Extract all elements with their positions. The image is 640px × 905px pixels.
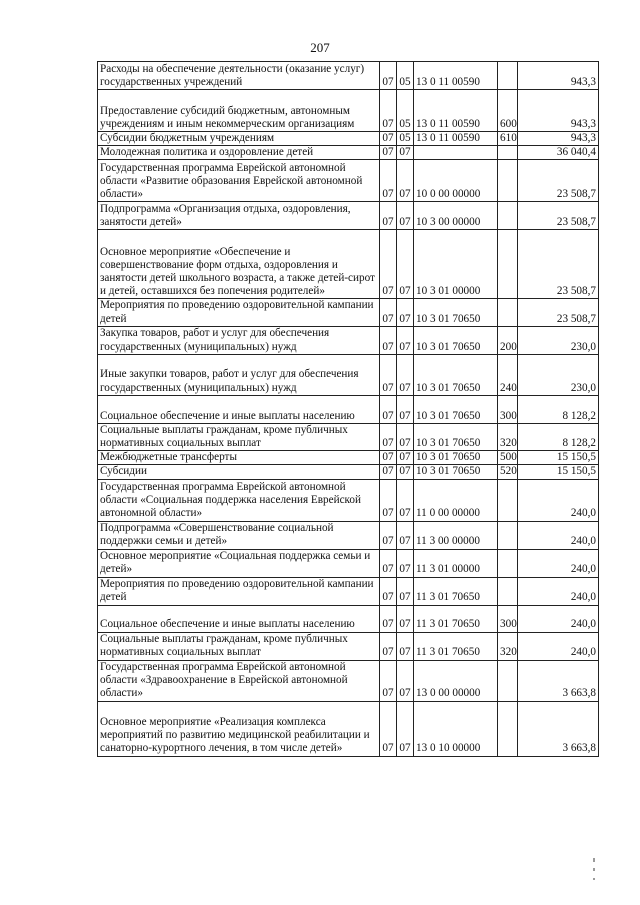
row-vr-cell — [498, 479, 518, 521]
row-vr-cell — [498, 230, 518, 299]
row-name-cell: Основное мероприятие «Социальная поддержка семьи и детей» — [98, 549, 380, 577]
row-amount-cell: 240,0 — [518, 605, 599, 632]
row-rz-cell: 07 — [380, 202, 397, 230]
row-amount-cell: 943,3 — [518, 90, 599, 132]
row-csr-cell: 10 3 00 00000 — [414, 202, 498, 230]
row-amount-cell: 15 150,5 — [518, 451, 599, 465]
table-row — [98, 605, 599, 632]
row-csr-cell: 10 3 01 00000 — [414, 230, 498, 299]
row-vr-cell: 320 — [498, 423, 518, 450]
row-rz-cell: 07 — [380, 660, 397, 701]
table-row — [98, 465, 599, 479]
row-name-cell: Основное мероприятие «Обеспечение и совершенствование форм отдыха, оздоровления и занятости детей школьного возраста, а также детей-сирот и детей, оставшихся без попечения родителей» — [98, 230, 380, 299]
row-csr-cell: 10 3 01 70650 — [414, 354, 498, 395]
row-amount-cell: 36 040,4 — [518, 146, 599, 160]
table-row — [98, 202, 599, 230]
row-pr-cell: 05 — [397, 62, 414, 90]
table-row — [98, 146, 599, 160]
table-row — [98, 660, 599, 701]
row-csr-cell: 13 0 11 00590 — [414, 90, 498, 132]
row-vr-cell: 300 — [498, 605, 518, 632]
row-rz-cell: 07 — [380, 230, 397, 299]
row-pr-cell: 07 — [397, 230, 414, 299]
row-csr-cell: 10 3 01 70650 — [414, 451, 498, 465]
row-name-cell: Социальное обеспечение и иные выплаты населению — [98, 395, 380, 423]
row-amount-cell: 23 508,7 — [518, 230, 599, 299]
row-name-cell: Закупка товаров, работ и услуг для обеспечения государственных (муниципальных) нужд — [98, 326, 380, 354]
row-csr-cell: 11 3 01 70650 — [414, 632, 498, 660]
scan-mark — [593, 858, 595, 862]
row-vr-cell — [498, 160, 518, 202]
row-pr-cell: 07 — [397, 577, 414, 605]
row-csr-cell: 10 3 01 70650 — [414, 423, 498, 450]
row-amount-cell: 3 663,8 — [518, 701, 599, 756]
table-row — [98, 90, 599, 132]
table-row — [98, 423, 599, 450]
row-amount-cell: 8 128,2 — [518, 395, 599, 423]
row-vr-cell — [498, 660, 518, 701]
row-pr-cell: 07 — [397, 660, 414, 701]
row-csr-cell: 10 3 01 70650 — [414, 326, 498, 354]
row-amount-cell: 23 508,7 — [518, 299, 599, 326]
row-pr-cell: 07 — [397, 632, 414, 660]
row-amount-cell: 240,0 — [518, 521, 599, 549]
row-name-cell: Государственная программа Еврейской автономной области «Социальная поддержка населения Еврейской автономной области» — [98, 479, 380, 521]
row-amount-cell: 943,3 — [518, 62, 599, 90]
row-pr-cell: 07 — [397, 521, 414, 549]
row-amount-cell: 23 508,7 — [518, 160, 599, 202]
row-csr-cell: 11 3 01 70650 — [414, 577, 498, 605]
row-csr-cell: 10 3 01 70650 — [414, 465, 498, 479]
row-rz-cell: 07 — [380, 160, 397, 202]
table-row — [98, 132, 599, 146]
row-csr-cell: 13 0 11 00590 — [414, 62, 498, 90]
row-vr-cell — [498, 521, 518, 549]
row-name-cell: Мероприятия по проведению оздоровительной кампании детей — [98, 299, 380, 326]
row-pr-cell: 07 — [397, 465, 414, 479]
row-pr-cell: 07 — [397, 326, 414, 354]
row-rz-cell: 07 — [380, 632, 397, 660]
row-rz-cell: 07 — [380, 326, 397, 354]
row-name-cell: Мероприятия по проведению оздоровительной кампании детей — [98, 577, 380, 605]
row-csr-cell: 10 3 01 70650 — [414, 299, 498, 326]
budget-table-body — [98, 62, 599, 757]
row-pr-cell: 07 — [397, 479, 414, 521]
row-vr-cell — [498, 146, 518, 160]
row-vr-cell: 500 — [498, 451, 518, 465]
row-csr-cell: 13 0 00 00000 — [414, 660, 498, 701]
row-vr-cell — [498, 202, 518, 230]
row-csr-cell — [414, 146, 498, 160]
row-pr-cell: 07 — [397, 160, 414, 202]
row-csr-cell: 11 3 00 00000 — [414, 521, 498, 549]
row-pr-cell: 07 — [397, 395, 414, 423]
table-row — [98, 479, 599, 521]
row-pr-cell: 07 — [397, 451, 414, 465]
row-vr-cell — [498, 299, 518, 326]
row-name-cell: Субсидии бюджетным учреждениям — [98, 132, 380, 146]
row-csr-cell: 11 3 01 00000 — [414, 549, 498, 577]
row-pr-cell: 05 — [397, 132, 414, 146]
row-vr-cell: 300 — [498, 395, 518, 423]
row-rz-cell: 07 — [380, 299, 397, 326]
row-name-cell: Социальные выплаты гражданам, кроме публичных нормативных социальных выплат — [98, 423, 380, 450]
table-row — [98, 230, 599, 299]
row-pr-cell: 07 — [397, 423, 414, 450]
table-row — [98, 160, 599, 202]
row-vr-cell: 240 — [498, 354, 518, 395]
table-row — [98, 549, 599, 577]
row-rz-cell: 07 — [380, 521, 397, 549]
row-csr-cell: 10 0 00 00000 — [414, 160, 498, 202]
table-row — [98, 451, 599, 465]
scan-mark — [593, 878, 595, 880]
row-name-cell: Субсидии — [98, 465, 380, 479]
row-rz-cell: 07 — [380, 451, 397, 465]
row-vr-cell: 320 — [498, 632, 518, 660]
row-pr-cell: 07 — [397, 605, 414, 632]
row-amount-cell: 240,0 — [518, 479, 599, 521]
row-vr-cell: 520 — [498, 465, 518, 479]
row-rz-cell: 07 — [380, 423, 397, 450]
row-pr-cell: 07 — [397, 549, 414, 577]
row-amount-cell: 3 663,8 — [518, 660, 599, 701]
table-row — [98, 326, 599, 354]
row-vr-cell — [498, 701, 518, 756]
table-row — [98, 632, 599, 660]
row-amount-cell: 15 150,5 — [518, 465, 599, 479]
row-rz-cell: 07 — [380, 605, 397, 632]
row-rz-cell: 07 — [380, 354, 397, 395]
row-vr-cell: 600 — [498, 90, 518, 132]
row-csr-cell: 11 0 00 00000 — [414, 479, 498, 521]
row-csr-cell: 13 0 10 00000 — [414, 701, 498, 756]
row-rz-cell: 07 — [380, 90, 397, 132]
row-amount-cell: 8 128,2 — [518, 423, 599, 450]
row-amount-cell: 240,0 — [518, 549, 599, 577]
row-pr-cell: 07 — [397, 354, 414, 395]
row-vr-cell — [498, 549, 518, 577]
row-name-cell: Межбюджетные трансферты — [98, 451, 380, 465]
table-row — [98, 354, 599, 395]
row-rz-cell: 07 — [380, 479, 397, 521]
row-pr-cell: 07 — [397, 299, 414, 326]
row-rz-cell: 07 — [380, 701, 397, 756]
page-number: 207 — [310, 40, 330, 55]
row-pr-cell: 07 — [397, 701, 414, 756]
row-pr-cell: 07 — [397, 202, 414, 230]
row-name-cell: Государственная программа Еврейской автономной области «Развитие образования Еврейской автономной области» — [98, 160, 380, 202]
row-amount-cell: 230,0 — [518, 354, 599, 395]
table-row — [98, 521, 599, 549]
row-name-cell: Основное мероприятие «Реализация комплекса мероприятий по развитию медицинской реабилитации и санаторно-курортного лечения, в том числе детей» — [98, 701, 380, 756]
table-row — [98, 62, 599, 90]
row-csr-cell: 13 0 11 00590 — [414, 132, 498, 146]
table-row — [98, 577, 599, 605]
row-name-cell: Подпрограмма «Организация отдыха, оздоровления, занятости детей» — [98, 202, 380, 230]
row-rz-cell: 07 — [380, 62, 397, 90]
row-vr-cell — [498, 62, 518, 90]
row-rz-cell: 07 — [380, 395, 397, 423]
row-name-cell: Предоставление субсидий бюджетным, автономным учреждениям и иным некоммерческим организациям — [98, 90, 380, 132]
row-name-cell: Социальные выплаты гражданам, кроме публичных нормативных социальных выплат — [98, 632, 380, 660]
row-name-cell: Иные закупки товаров, работ и услуг для обеспечения государственных (муниципальных) нужд — [98, 354, 380, 395]
row-pr-cell: 05 — [397, 90, 414, 132]
row-name-cell: Государственная программа Еврейской автономной области «Здравоохранение в Еврейской автономной области» — [98, 660, 380, 701]
table-row — [98, 299, 599, 326]
row-vr-cell: 200 — [498, 326, 518, 354]
row-vr-cell: 610 — [498, 132, 518, 146]
row-name-cell: Расходы на обеспечение деятельности (оказание услуг) государственных учреждений — [98, 62, 380, 90]
row-rz-cell: 07 — [380, 146, 397, 160]
budget-table — [97, 61, 599, 757]
row-amount-cell: 230,0 — [518, 326, 599, 354]
row-pr-cell: 07 — [397, 146, 414, 160]
row-rz-cell: 07 — [380, 132, 397, 146]
row-rz-cell: 07 — [380, 549, 397, 577]
row-name-cell: Подпрограмма «Совершенствование социальной поддержки семьи и детей» — [98, 521, 380, 549]
row-amount-cell: 23 508,7 — [518, 202, 599, 230]
row-amount-cell: 240,0 — [518, 577, 599, 605]
row-name-cell: Молодежная политика и оздоровление детей — [98, 146, 380, 160]
row-amount-cell: 943,3 — [518, 132, 599, 146]
table-row — [98, 395, 599, 423]
row-name-cell: Социальное обеспечение и иные выплаты населению — [98, 605, 380, 632]
row-rz-cell: 07 — [380, 577, 397, 605]
row-csr-cell: 10 3 01 70650 — [414, 395, 498, 423]
row-amount-cell: 240,0 — [518, 632, 599, 660]
row-csr-cell: 11 3 01 70650 — [414, 605, 498, 632]
table-row — [98, 701, 599, 756]
row-vr-cell — [498, 577, 518, 605]
scan-mark — [593, 868, 595, 871]
row-rz-cell: 07 — [380, 465, 397, 479]
